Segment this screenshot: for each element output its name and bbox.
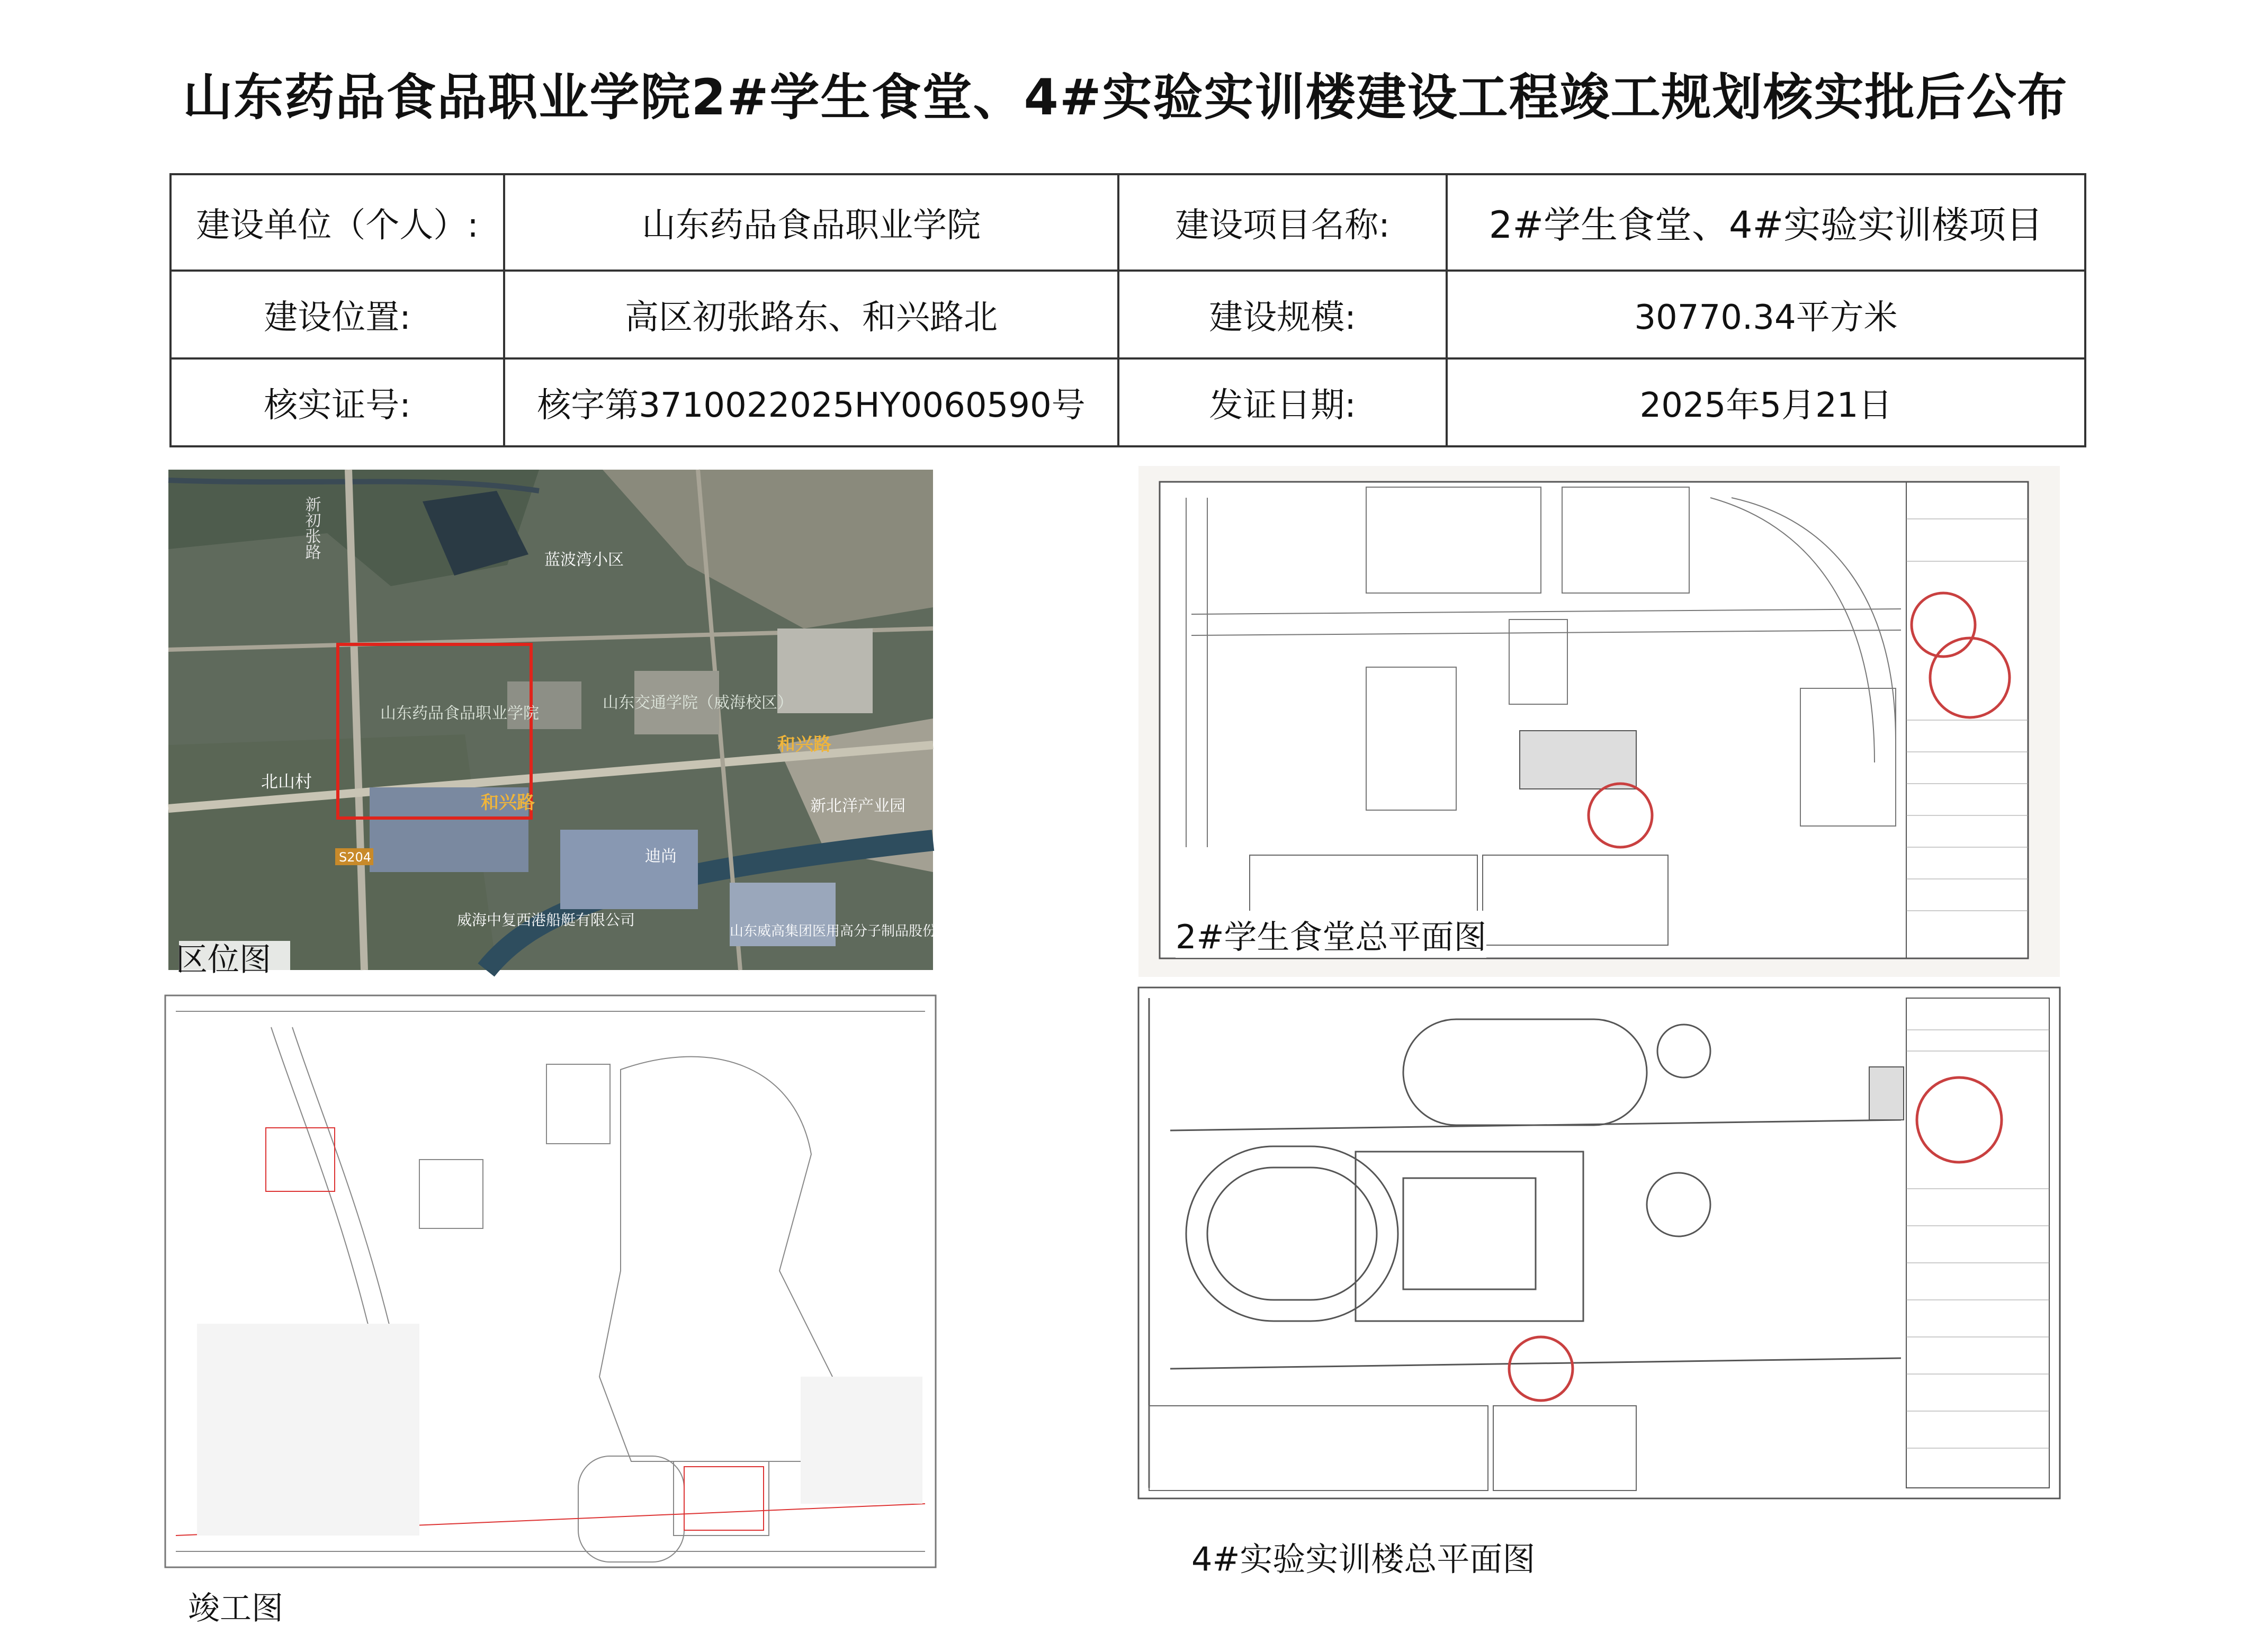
map-label-hexing-2: 和兴路 [481,792,535,813]
info-table [169,173,2086,447]
canteen-plan-drawing [1138,466,2060,977]
scale-value: 30770.34平方米 [1447,271,2085,358]
project-value: 2#学生食堂、4#实验实训楼项目 [1447,174,2085,271]
cert-value: 核字第3710022025HY0060590号 [504,358,1118,446]
location-value: 高区初张路东、和兴路北 [504,271,1118,358]
project-label: 建设项目名称: [1118,174,1447,271]
unit-label: 建设单位（个人）: [171,174,504,271]
map-label-school: 山东药品食品职业学院 [380,704,539,723]
cert-label: 核实证号: [171,358,504,446]
table-row [171,174,2085,271]
map-label-weigao: 山东威高集团医用高分子制品股份有限公司 [730,923,992,939]
map-label-lanbowan: 蓝波湾小区 [544,551,624,569]
satellite-image [168,470,992,970]
unit-value: 山东药品食品职业学院 [504,174,1118,271]
map-label-xinchuzhang: 新初张路 [302,496,321,560]
date-value: 2025年5月21日 [1447,358,2085,446]
canteen-site-plan [1138,466,2060,977]
lab-plan-drawing [1138,987,2060,1498]
page-title: 山东药品食品职业学院2#学生食堂、4#实验实训楼建设工程竣工规划核实批后公布 [183,69,2068,127]
date-label: 发证日期: [1118,358,1447,446]
completion-drawing-caption: 竣工图 [188,1590,283,1627]
map-label-zhongfu: 威海中复西港船艇有限公司 [457,911,635,929]
map-label-s204: S204 [339,850,372,865]
table-row [171,358,2085,446]
table-row [171,271,2085,358]
map-label-xinbeiyang: 新北洋产业园 [810,797,905,815]
map-label-beishan: 北山村 [261,771,312,792]
location-label: 建设位置: [171,271,504,358]
canteen-plan-caption: 2#学生食堂总平面图 [1176,911,1486,958]
completion-plan-drawing [165,995,936,1567]
location-map-caption: 区位图 [176,941,271,978]
map-label-hexing-1: 和兴路 [777,734,831,755]
lab-site-plan [1138,987,2060,1498]
completion-drawing [165,995,936,1567]
map-label-dishang: 迪尚 [645,847,677,866]
location-map [168,470,992,978]
scale-label: 建设规模: [1118,271,1447,358]
lab-plan-caption: 4#实验实训楼总平面图 [1191,1540,1536,1578]
map-label-jiaotong: 山东交通学院（威海校区） [603,694,793,712]
